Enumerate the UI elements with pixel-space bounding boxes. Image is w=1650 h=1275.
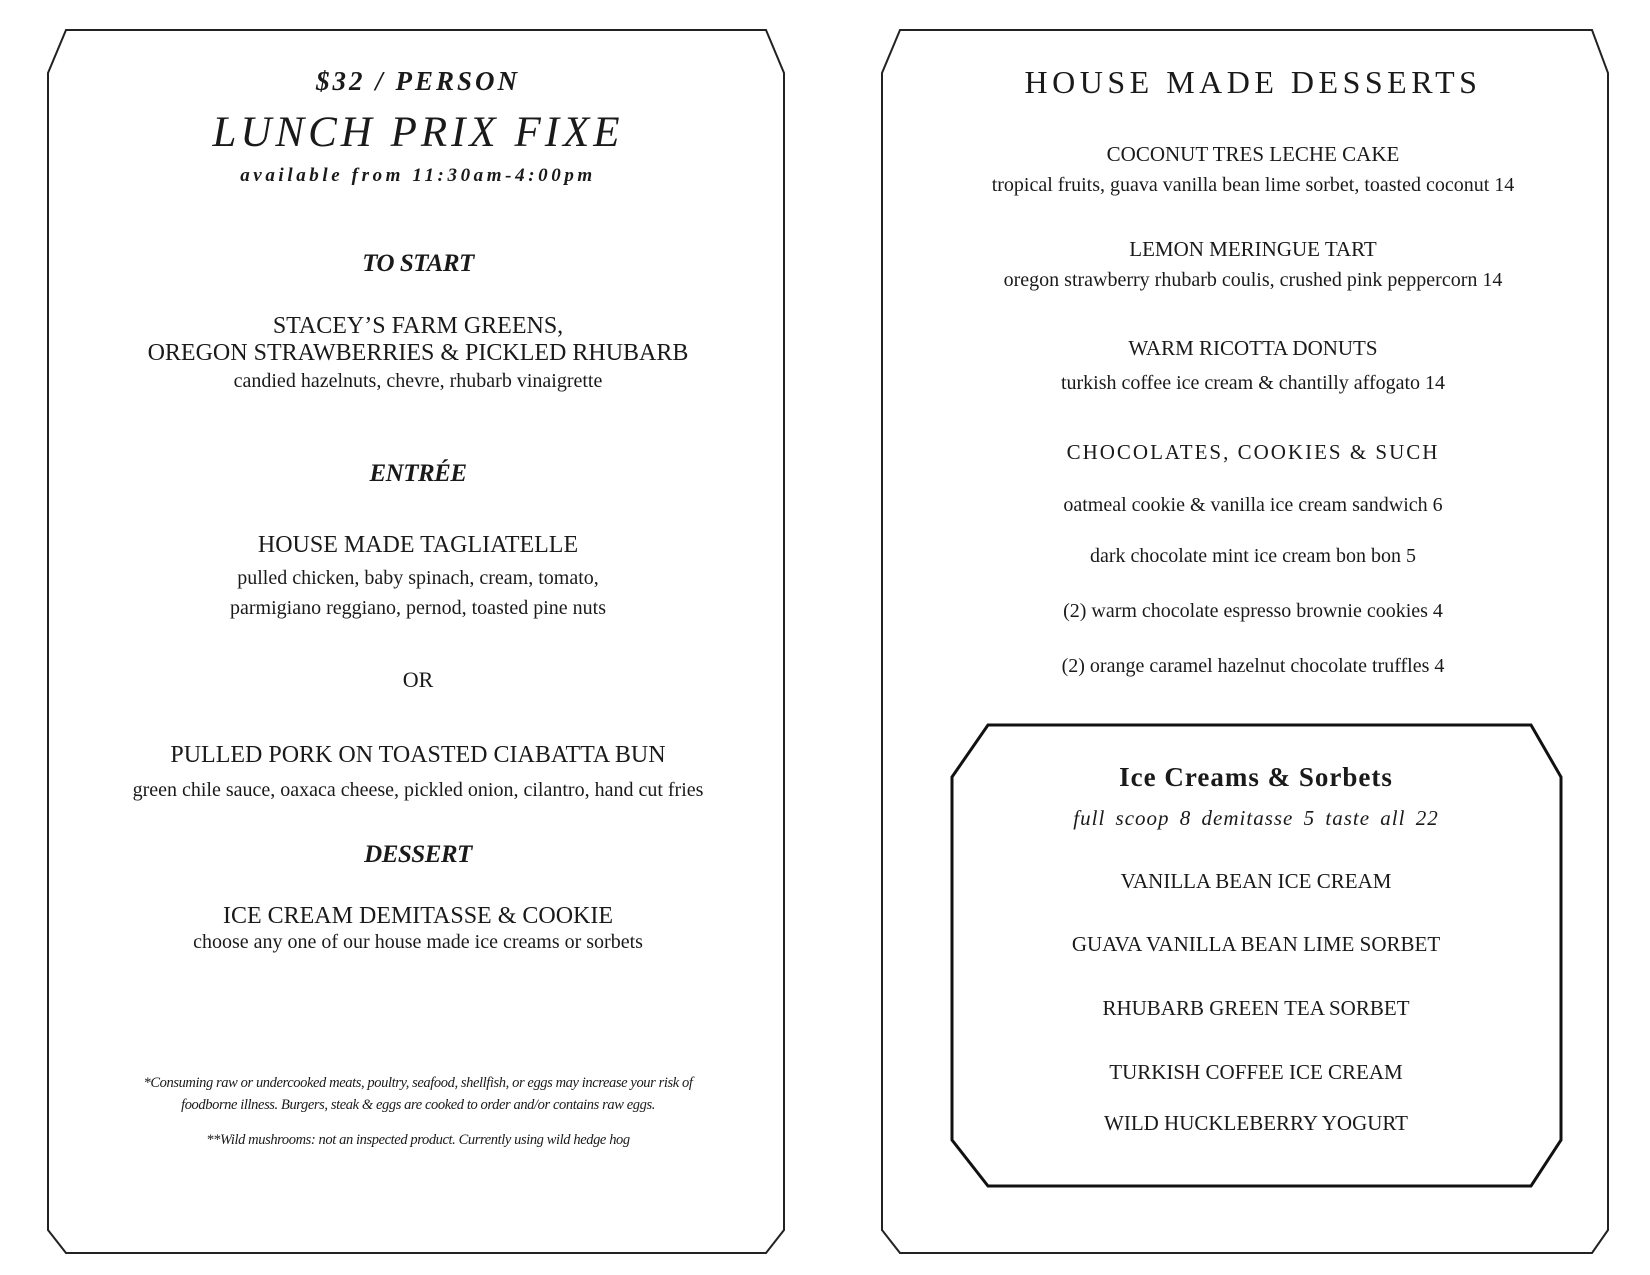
entree1-name: HOUSE MADE TAGLIATELLE (257, 532, 579, 558)
entree1-desc-line2: parmigiano reggiano, pernod, toasted pine nuts (229, 597, 606, 619)
dessert-item-name: LEMON MERINGUE TART (1129, 237, 1377, 261)
start-dish-name-line2: OREGON STRAWBERRIES & PICKLED RHUBARB (147, 340, 689, 366)
entree2-desc: green chile sauce, oaxaca cheese, pickled onion, cilantro, hand cut fries (132, 779, 704, 801)
flavor-item: RHUBARB GREEN TEA SORBET (1102, 996, 1410, 1020)
left-panel-border (48, 30, 784, 1253)
such-item: (2) warm chocolate espresso brownie cookies 4 (1063, 600, 1443, 622)
flavor-item: WILD HUCKLEBERRY YOGURT (1104, 1111, 1408, 1135)
entree-heading: ENTRÉE (369, 460, 467, 487)
disclaimer-line3: **Wild mushrooms: not an inspected product. Currently using wild hedge hog (206, 1132, 630, 1148)
such-item: dark chocolate mint ice cream bon bon 5 (1090, 545, 1416, 567)
flavor-item: VANILLA BEAN ICE CREAM (1120, 869, 1392, 893)
dessert-item-desc: oregon strawberry rhubarb coulis, crushed pink peppercorn 14 (1003, 269, 1503, 291)
flavor-item: GUAVA VANILLA BEAN LIME SORBET (1071, 932, 1441, 956)
such-item: (2) orange caramel hazelnut chocolate truffles 4 (1061, 655, 1445, 677)
disclaimer-line2: foodborne illness. Burgers, steak & eggs are cooked to order and/or contains raw eggs. (181, 1097, 655, 1113)
dessert-name: ICE CREAM DEMITASSE & COOKIE (222, 903, 614, 929)
such-item: oatmeal cookie & vanilla ice cream sandwich 6 (1063, 494, 1443, 516)
dessert-item-name: COCONUT TRES LECHE CAKE (1106, 142, 1400, 166)
ice-creams-title: Ice Creams & Sorbets (1119, 762, 1393, 792)
or-separator: OR (402, 667, 434, 692)
entree2-name: PULLED PORK ON TOASTED CIABATTA BUN (170, 742, 666, 768)
availability-hours: available from 11:30am-4:00pm (240, 165, 596, 186)
dessert-item-name: WARM RICOTTA DONUTS (1128, 336, 1378, 360)
chocolates-cookies-heading: CHOCOLATES, COOKIES & SUCH (1066, 440, 1440, 464)
start-dish-desc: candied hazelnuts, chevre, rhubarb vinaigrette (233, 370, 603, 392)
entree1-desc-line1: pulled chicken, baby spinach, cream, tomato, (237, 567, 599, 589)
price-per-person: $32 / PERSON (315, 66, 521, 96)
dessert-heading: DESSERT (364, 841, 472, 868)
ice-creams-pricing: full scoop 8 demitasse 5 taste all 22 (1073, 806, 1439, 830)
disclaimer-line1: *Consuming raw or undercooked meats, poultry, seafood, shellfish, or eggs may increase your risk of (143, 1075, 693, 1091)
dessert-item-desc: tropical fruits, guava vanilla bean lime sorbet, toasted coconut 14 (991, 174, 1515, 196)
to-start-heading: TO START (362, 250, 474, 277)
lunch-title: LUNCH PRIX FIXE (212, 109, 624, 156)
start-dish-name-line1: STACEY’S FARM GREENS, (272, 313, 564, 339)
desserts-title: HOUSE MADE DESSERTS (1024, 64, 1482, 100)
dessert-item-desc: turkish coffee ice cream & chantilly affogato 14 (1060, 372, 1446, 394)
dessert-desc: choose any one of our house made ice creams or sorbets (193, 931, 643, 953)
flavor-item: TURKISH COFFEE ICE CREAM (1109, 1060, 1403, 1084)
